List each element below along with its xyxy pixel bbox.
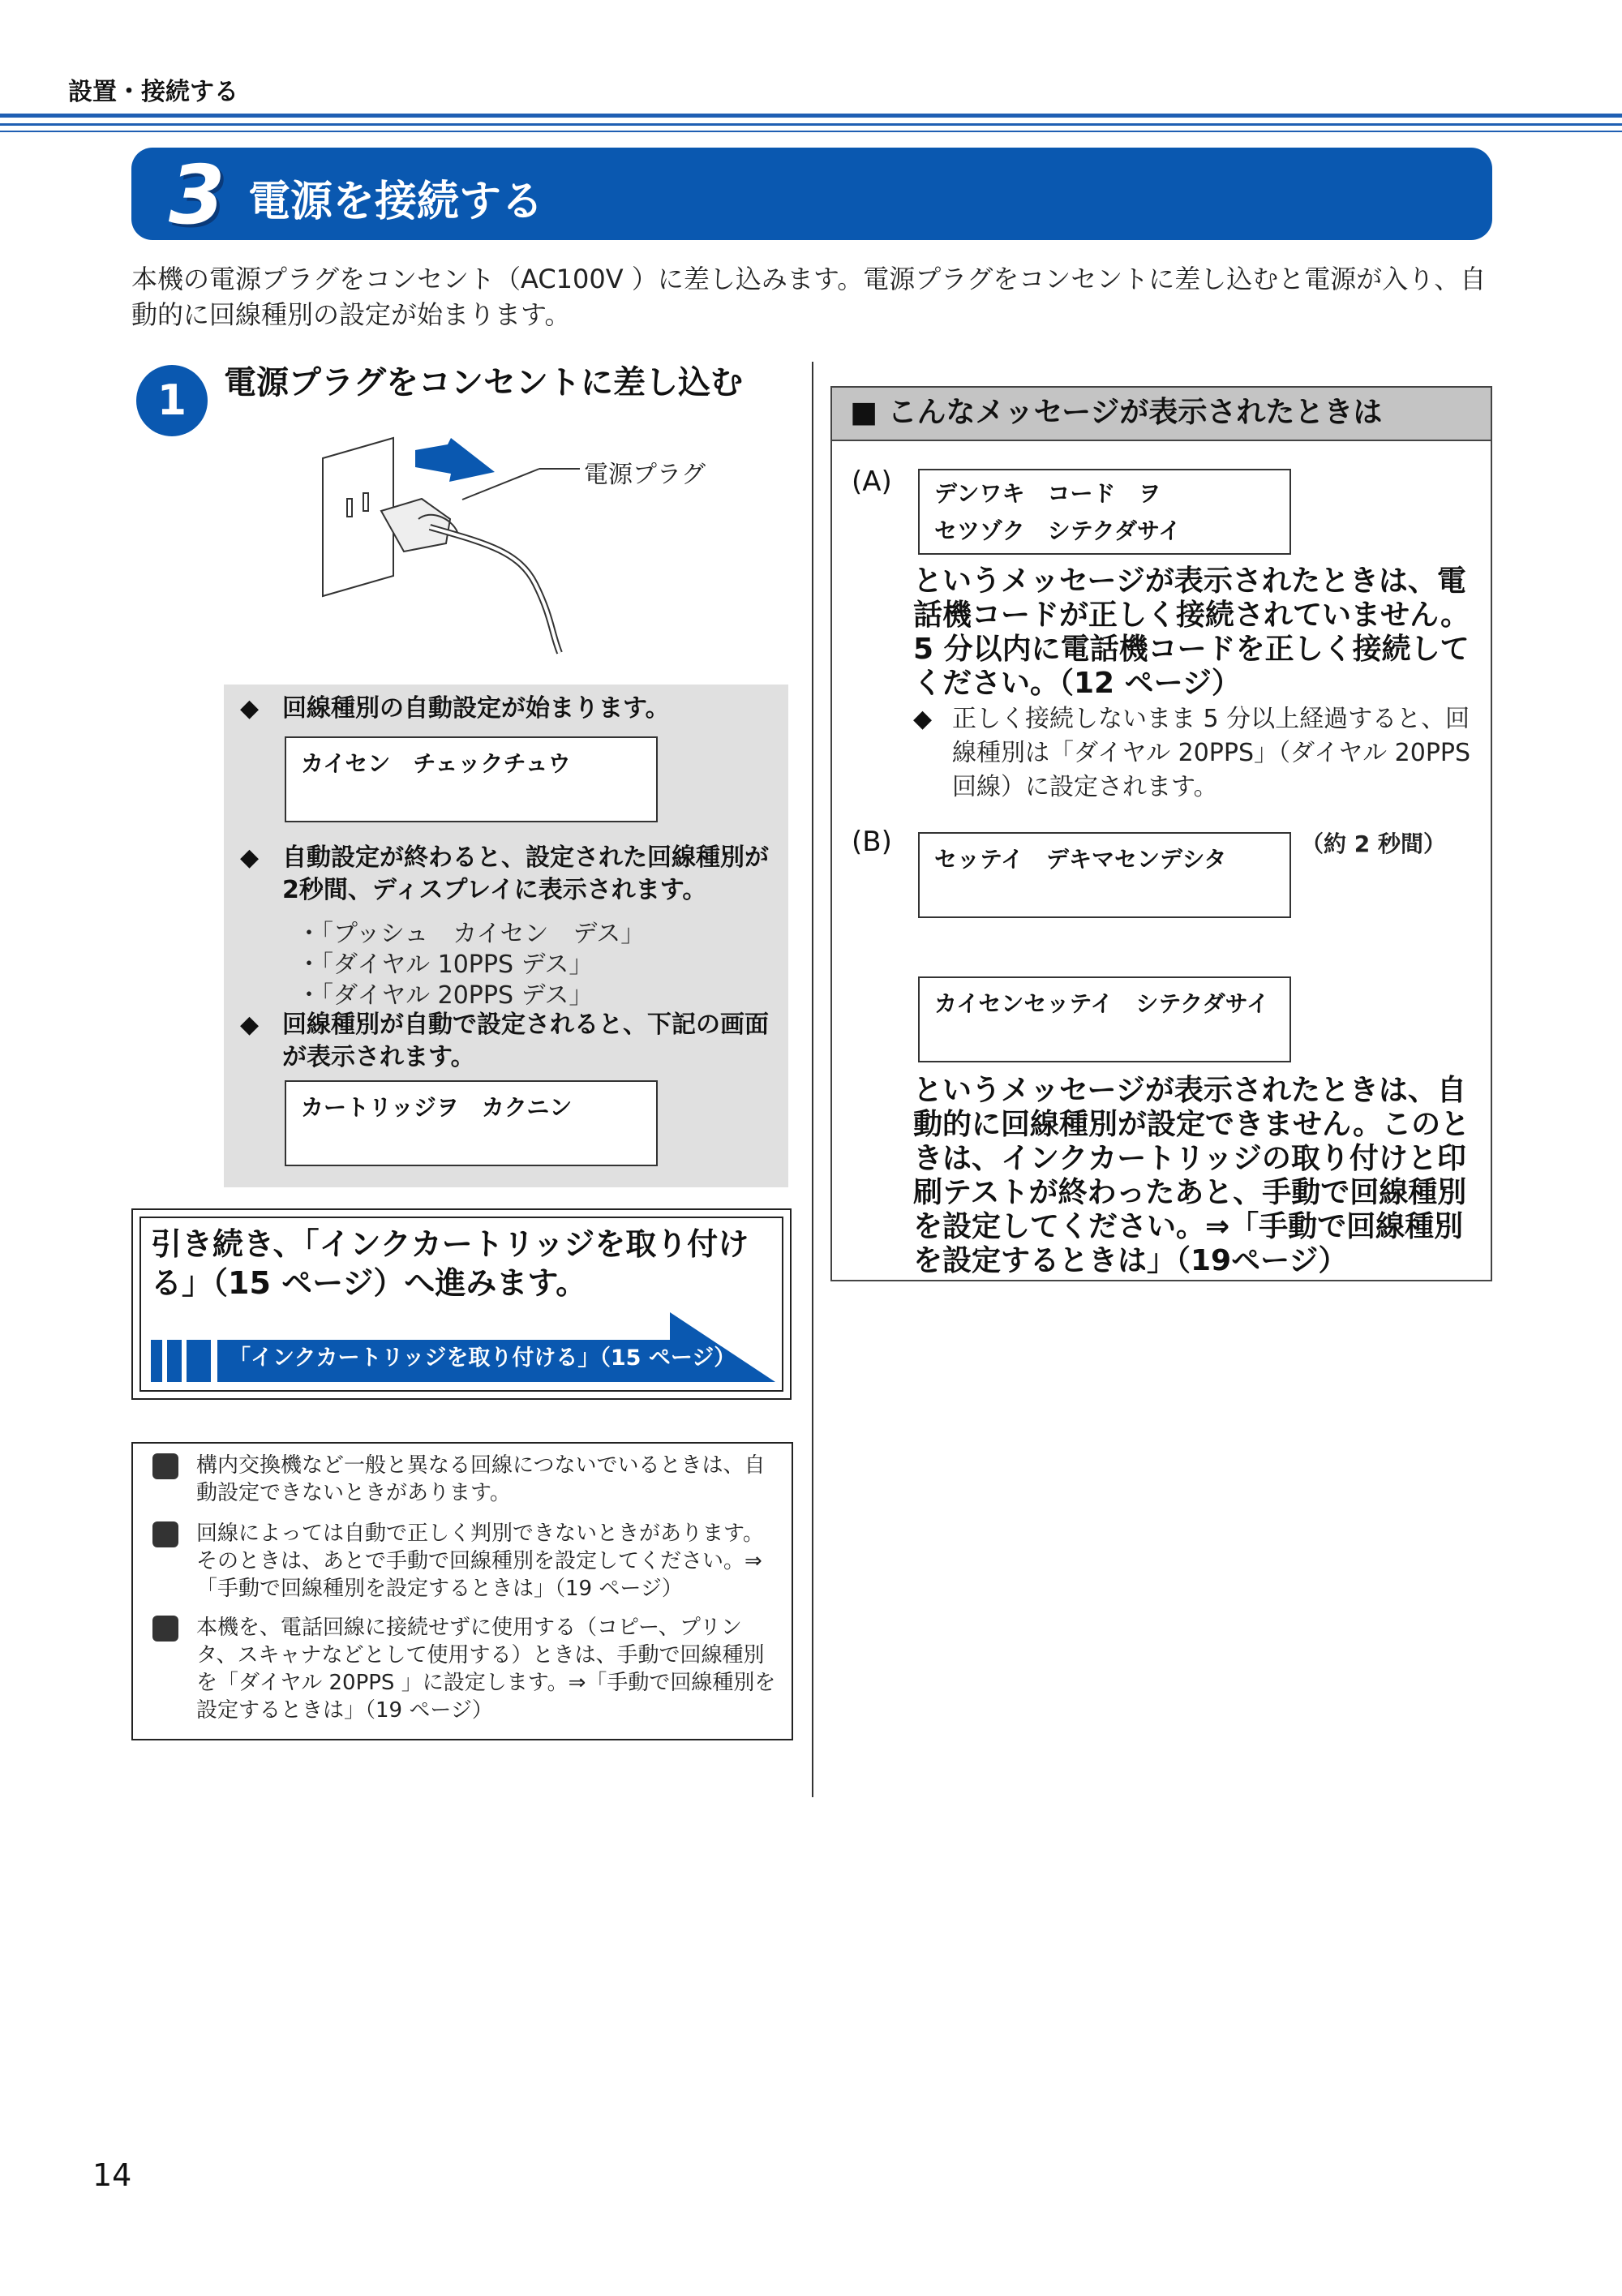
- header-rule: [0, 114, 1622, 118]
- lcd-display: セッテイ デキマセンデシタ: [918, 832, 1291, 918]
- lcd-display: カイセン チェックチュウ: [285, 736, 658, 822]
- step-title: 電源プラグをコンセントに差し込む: [224, 364, 743, 401]
- memo-pencil-icon: [152, 1521, 178, 1547]
- memo-item: 回線によっては自動で正しく判別できないときがあります。そのときは、あとで手動で回線種別を設定してください。⇒「手動で回線種別を設定するときは」（19 ページ）: [152, 1520, 769, 1607]
- case-a-text: というメッセージが表示されたときは、電話機コードが正しく接続されていません。5 分以内に電話機コードを正しく接続してください。（12 ページ）: [913, 564, 1470, 700]
- auto-setting-item: ◆ 回線種別が自動で設定されると、下記の画面が表示されます。: [240, 1011, 769, 1071]
- plug-label: 電源プラグ: [584, 461, 706, 489]
- next-step-link[interactable]: 「インクカートリッジを取り付ける」（15 ページ）: [229, 1345, 736, 1371]
- memo-item: 本機を、電話回線に接続せずに使用する（コピー、プリンタ、スキャナなどとして使用する）ときは、手動で回線種別を「ダイヤル 20PPS 」に設定します。⇒「手動で回線種別を設定するときは」（19 ページ）: [152, 1614, 769, 1729]
- message-box-heading: ■ こんなメッセージが表示されたときは: [832, 388, 1491, 441]
- memo-box: [131, 1442, 793, 1740]
- lcd-display: カイセンセッテイ シテクダサイ: [918, 976, 1291, 1062]
- case-label-b: (B): [852, 826, 892, 858]
- diamond-bullet-icon: ◆: [240, 843, 260, 872]
- diamond-bullet-icon: ◆: [240, 694, 260, 723]
- auto-setting-item: ◆ 自動設定が終わると、設定された回線種別が2秒間、ディスプレイに表示されます。: [240, 843, 769, 904]
- line-type-option: ・「ダイヤル 10PPS デス」: [297, 951, 594, 979]
- memo-pencil-icon: [152, 1453, 178, 1479]
- header-rule: [0, 123, 1622, 126]
- next-step-box: [131, 1208, 792, 1400]
- lcd-display: デンワキ コード ヲ セツゾク シテクダサイ: [918, 469, 1291, 555]
- section-number: 3: [169, 148, 225, 242]
- auto-setting-item: ◆ 回線種別の自動設定が始まります。: [240, 693, 775, 725]
- message-box: [830, 386, 1492, 1281]
- section-title: 電源を接続する: [248, 178, 544, 226]
- intro-paragraph: 本機の電源プラグをコンセント（AC100V ）に差し込みます。電源プラグをコンセントに差し込むと電源が入り、自動的に回線種別の設定が始まります。: [131, 264, 1487, 330]
- case-a-note: ◆ 正しく接続しないまま 5 分以上経過すると、回線種別は「ダイヤル 20PPS」（ダイヤル 20PPS 回線）に設定されます。: [913, 702, 1465, 808]
- memo-pencil-icon: [152, 1616, 178, 1642]
- duration-note: （約 2 秒間）: [1301, 830, 1446, 857]
- memo-item: 構内交換機など一般と異なる回線につないでいるときは、自動設定できないときがあります。: [152, 1452, 769, 1513]
- step-number: 1: [136, 365, 208, 436]
- line-type-option: ・「ダイヤル 20PPS デス」: [297, 981, 594, 1010]
- section-header: 設置・接続する: [68, 78, 238, 106]
- auto-setting-box: [224, 685, 788, 1187]
- next-step-text: 引き続き、「インクカートリッジを取り付ける」（15 ページ）へ進みます。: [151, 1226, 749, 1301]
- diamond-bullet-icon: ◆: [913, 705, 933, 733]
- case-label-a: (A): [852, 466, 892, 498]
- page-number: 14: [92, 2157, 132, 2193]
- line-type-option: ・「プッシュ カイセン デス」: [297, 920, 646, 948]
- diamond-bullet-icon: ◆: [240, 1011, 260, 1039]
- column-divider: [812, 362, 813, 1797]
- case-b-text: というメッセージが表示されたときは、自動的に回線種別が設定できません。このときは、インクカートリッジの取り付けと印刷テストが終わったあと、手動で回線種別を設定してください。⇒「手動で回線種別を設定するときは」（19ページ）: [913, 1074, 1470, 1277]
- header-rule: [0, 131, 1622, 132]
- lcd-display: カートリッジヲ カクニン: [285, 1080, 658, 1166]
